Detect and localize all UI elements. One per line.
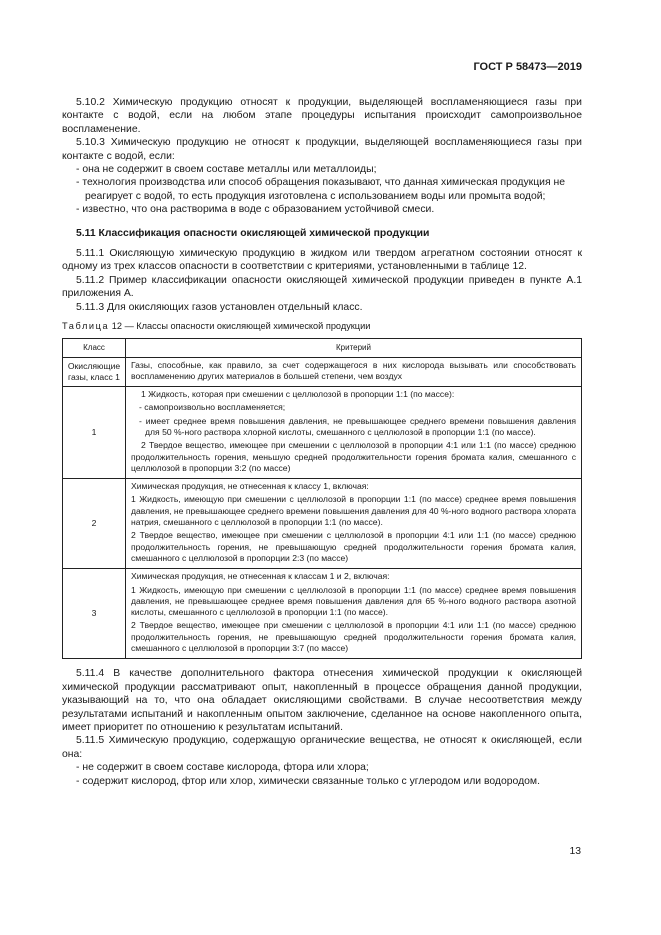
class-cell: 1 [63, 387, 126, 479]
paragraph-5-11-1: 5.11.1 Окисляющую химическую продукцию в жидком или твердом агрегатном состоянии относят к одному из трех классов опасности в соответствии с критериями, установленными в таблице 12. [62, 248, 582, 273]
table-row [63, 479, 582, 569]
list-item: - она не содержит в своем составе металлы или металлоиды; [76, 164, 377, 176]
criterion-list-item: - самопроизвольно воспламеняется; [139, 402, 286, 413]
table-row [63, 569, 582, 659]
paragraph-5-11-2: 5.11.2 Пример классификации опасности окисляющей химической продукции приведен в пункте А.1 приложения А. [62, 274, 582, 300]
class-cell: 2 [63, 479, 126, 569]
criterion-list-item: - имеет среднее время повышения давления, не превышающее среднего времени повышения давления для 50 %-ного раствора хлорной кислоты, смешанного с целлюлозой в пропорции 1:1 (по массе). [139, 415, 576, 437]
after-table-block [62, 667, 582, 788]
criterion-text: 2 Твердое вещество, имеющее при смешении с целлюлозой в пропорции 4:1 или 1:1 (по массе) среднюю продолжительность горения, не превышающую средней продолжительности горения бромата калия, смешанного с целлюлозой в пропорции 2:3 (по массе) [131, 530, 576, 563]
list-item: - содержит кислород, фтор или хлор, химически связанные только с углеродом или водородом. [76, 775, 540, 787]
list-item: - известно, что она растворима в воде с образованием устойчивой смеси. [76, 204, 435, 216]
criterion-cell [126, 479, 582, 569]
class-cell: 3 [63, 569, 126, 659]
page-number: 13 [569, 846, 581, 857]
criterion-text: Химическая продукция, не отнесенная к классам 1 и 2, включая: [131, 571, 390, 582]
criterion-text: 1 Жидкость, имеющую при смешении с целлюлозой в пропорции 1:1 (по массе) среднее время повышения давления, не превышающее среднее время повышения давления для 65 %-ного водного раствора азотной кислоты, смешанного с целлюлозой в пропорции 1:1 (по массе). [131, 584, 576, 618]
criterion-text: 1 Жидкость, которая при смешении с целлюлозой в пропорции 1:1 (по массе): [141, 389, 455, 400]
criterion-cell [126, 357, 582, 387]
criterion-text: 1 Жидкость, имеющую при смешении с целлюлозой в пропорции 1:1 (по массе) среднее время повышения давления, не превышающее среднего времени повышения давления для 40 %-ного водного раствора хлората натрия, смешанного с целлюлозой в пропорции 1:1 (по массе). [131, 494, 576, 528]
hazard-class-table [62, 338, 582, 660]
section-title: 5.11 Классификация опасности окисляющей химической продукции [76, 227, 430, 239]
list-item: - технология производства или способ обращения показывают, что данная химическая продукция не реагирует с водой, то есть продукция изготовлена с использованием воды или промыта водой; [76, 177, 566, 202]
column-header-class: Класс [63, 338, 126, 357]
document-header: ГОСТ Р 58473—2019 [473, 61, 582, 73]
class-cell: Окисляющие газы, класс 1 [63, 357, 126, 387]
paragraph-5-11-5: 5.11.5 Химическую продукцию, содержащую органические вещества, не относят к окисляющей, если она: [62, 735, 582, 760]
page-content [62, 96, 582, 788]
criterion-cell [126, 387, 582, 479]
table-row [63, 357, 582, 387]
column-header-criterion: Критерий [126, 338, 582, 357]
criterion-text: Газы, способные, как правило, за счет содержащегося в них кислорода вызывать или способствовать воспламенению других материалов в большей степени, чем воздух [131, 359, 576, 381]
table-row [63, 387, 582, 479]
list-item: - не содержит в своем составе кислорода, фтора или хлора; [76, 762, 369, 774]
table-header-row [63, 338, 582, 357]
paragraph-5-11-3: 5.11.3 Для окисляющих газов установлен отдельный класс. [76, 301, 363, 313]
table-caption-label: Таблица [62, 321, 110, 332]
criterion-cell [126, 569, 582, 659]
criterion-text: 2 Твердое вещество, имеющее при смешении с целлюлозой в пропорции 4:1 или 1:1 (по массе) среднюю продолжительность горения, меньшую средней продолжительности горения бромата калия, смешанного с целлюлозой в пропорции 3:2 (по массе) [131, 440, 576, 473]
criterion-text: 2 Твердое вещество, имеющее при смешении с целлюлозой в пропорции 4:1 или 1:1 (по массе) среднюю продолжительность горения, не превышающую средней продолжительности горения бромата калия, смешанного с целлюлозой в пропорции 3:7 (по массе) [131, 620, 576, 654]
table-caption [62, 320, 582, 333]
criterion-text: Химическая продукция, не отнесенная к классу 1, включая: [131, 481, 369, 492]
paragraph-5-10-2: 5.10.2 Химическую продукцию относят к продукции, выделяющей воспламеняющиеся газы при контакте с водой, если на любом этапе процедуры испытания происходит самопроизвольное воспламенение. [62, 97, 582, 135]
paragraph-5-11-4: 5.11.4 В качестве дополнительного фактора отнесения химической продукции к окисляющей химической продукции рассматривают опыт, накопленный в процессе обращения данной продукции, указывающий на то, что она обладает окисляющими свойствами. В случае несоответствия между результатами испытаний и накопленным опытом заключение, сделанное на основе накопленного опыта, имеет приоритет по отношению к результатам испытаний. [62, 668, 582, 733]
paragraph-5-10-3: 5.10.3 Химическую продукцию не относят к продукции, выделяющей воспламеняющиеся газы при контакте с водой, если: [62, 137, 582, 162]
table-caption-text: 12 — Классы опасности окисляющей химической продукции [111, 321, 371, 332]
